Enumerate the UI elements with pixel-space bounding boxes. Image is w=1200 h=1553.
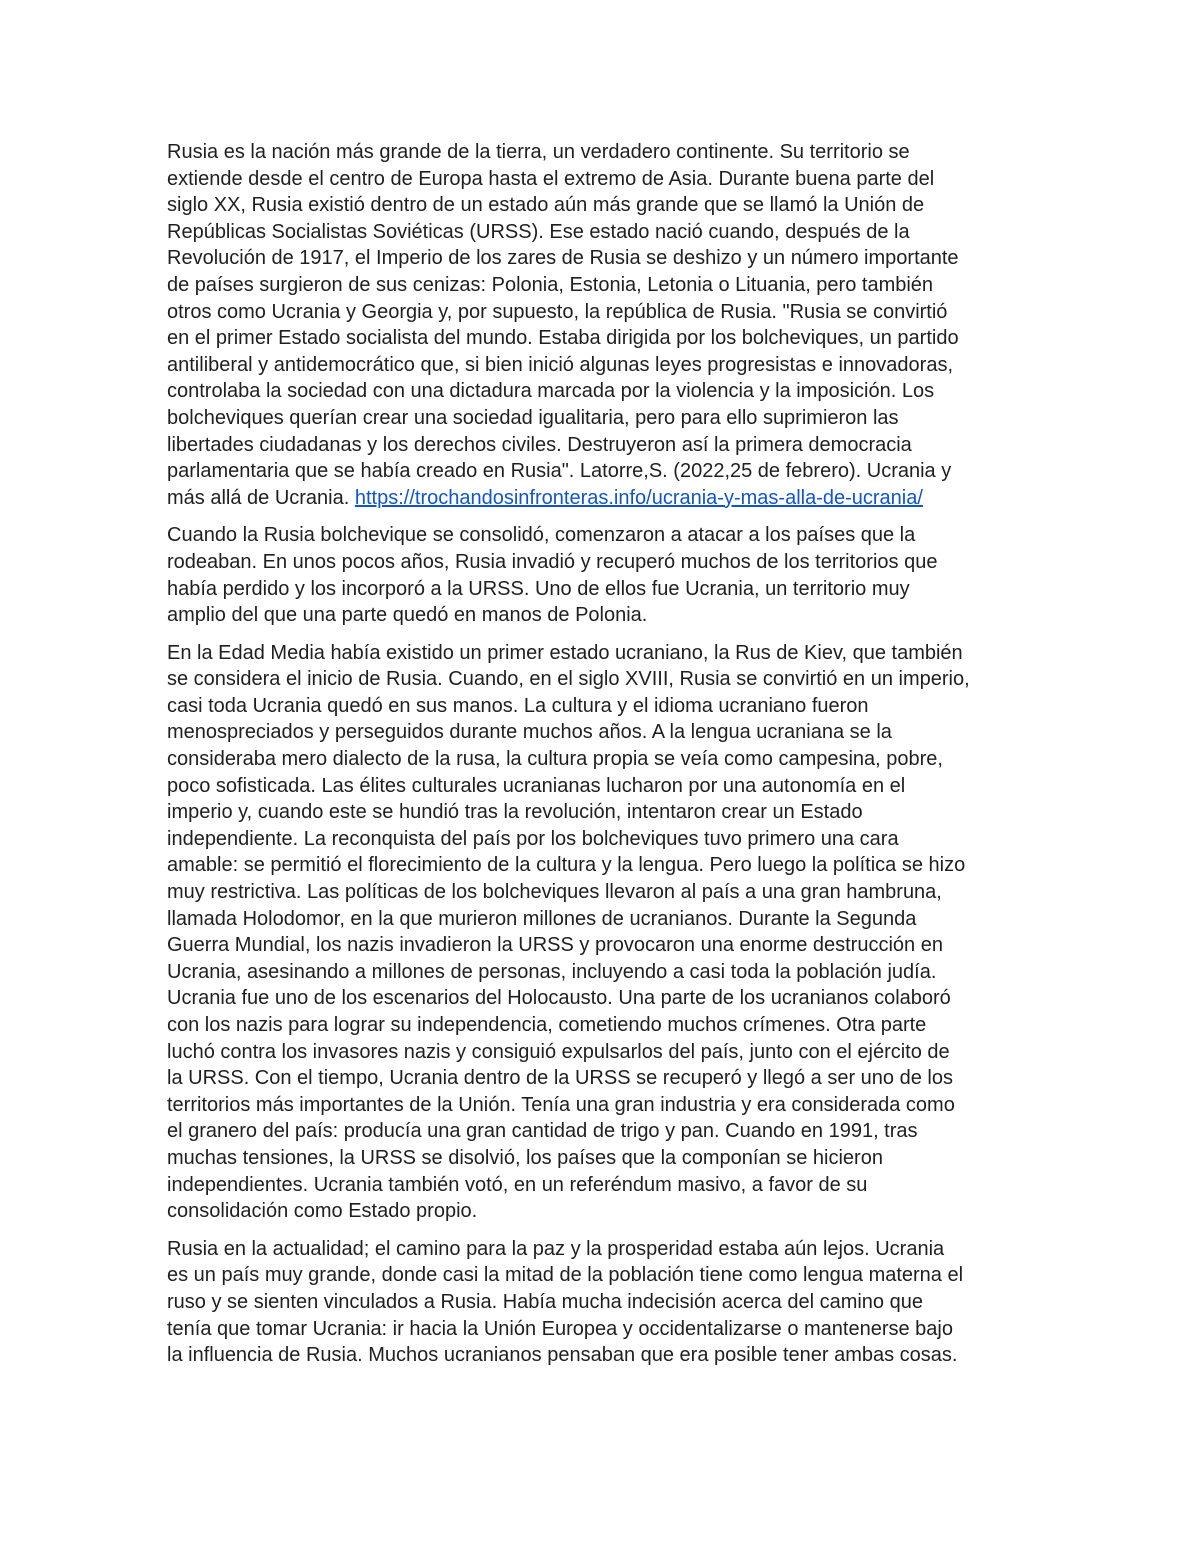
paragraph-1-text: Rusia es la nación más grande de la tierra, un verdadero continente. Su territorio se extiende desde el centro de Europa hasta el extremo de Asia. Durante buena parte del siglo XX, Rusia existió dentro de un estado aún más grande que se llamó la Unión de Repúblicas Socialistas Soviéticas (URSS). Ese estado nació cuando, después de la Revolución de 1917, el Imperio de los zares de Rusia se deshizo y un número importante de países surgieron de sus cenizas: Polonia, Estonia, Letonia o Lituania, pero también otros como Ucrania y Georgia y, por supuesto, la república de Rusia. "Rusia se convirtió en el primer Estado socialista del mundo. Estaba dirigida por los bolcheviques, un partido antiliberal y antidemocrático que, si bien inició algunas leyes progresistas e innovadoras, controlaba la sociedad con una dictadura marcada por la violencia y la imposición. Los bolcheviques querían crear una sociedad igualitaria, pero para ello suprimieron las libertades ciudadanas y los derechos civiles. Destruyeron así la primera democracia parlamentaria que se había creado en Rusia". Latorre,S. (2022,25 de febrero). Ucrania y más allá de Ucrania.	[167, 141, 959, 509]
document-body	[167, 139, 1037, 1380]
source-link[interactable]: https://trochandosinfronteras.info/ucrania-y-mas-alla-de-ucrania/	[354, 486, 923, 509]
paragraph-3: En la Edad Media había existido un primer estado ucraniano, la Rus de Kiev, que también se considera el inicio de Rusia. Cuando, en el siglo XVIII, Rusia se convirtió en un imperio, casi toda Ucrania quedó en sus manos. La cultura y el idioma ucraniano fueron menospreciados y perseguidos durante muchos años. A la lengua ucraniana se la consideraba mero dialecto de la rusa, la cultura propia se veía como campesina, pobre, poco sofisticada. Las élites culturales ucranianas lucharon por una autonomía en el imperio y, cuando este se hundió tras la revolución, intentaron crear un Estado independiente. La reconquista del país por los bolcheviques tuvo primero una cara amable: se permitió el florecimiento de la cultura y la lengua. Pero luego la política se hizo muy restrictiva. Las políticas de los bolcheviques llevaron al país a una gran hambruna, llamada Holodomor, en la que murieron millones de ucranianos. Durante la Segunda Guerra Mundial, los nazis invadieron la URSS y provocaron una enorme destrucción en Ucrania, asesinando a millones de personas, incluyendo a casi toda la población judía. Ucrania fue uno de los escenarios del Holocausto. Una parte de los ucranianos colaboró con los nazis para lograr su independencia, cometiendo muchos crímenes. Otra parte luchó contra los invasores nazis y consiguió expulsarlos del país, junto con el ejército de la URSS. Con el tiempo, Ucrania dentro de la URSS se recuperó y llegó a ser uno de los territorios más importantes de la Unión. Tenía una gran industria y era considerada como el granero del país: producía una gran cantidad de trigo y pan. Cuando en 1991, tras muchas tensiones, la URSS se disolvió, los países que la componían se hicieron independientes. Ucrania también votó, en un referéndum masivo, a favor de su consolidación como Estado propio.	[167, 641, 970, 1223]
paragraph-2: Cuando la Rusia bolchevique se consolidó, comenzaron a atacar a los países que la rodeaban. En unos pocos años, Rusia invadió y recuperó muchos de los territorios que había perdido y los incorporó a la URSS. Uno de ellos fue Ucrania, un territorio muy amplio del que una parte quedó en manos de Polonia.	[167, 524, 938, 627]
paragraph-1	[167, 139, 1037, 511]
paragraph-4: Rusia en la actualidad; el camino para la paz y la prosperidad estaba aún lejos. Ucrania es un país muy grande, donde casi la mitad de la población tiene como lengua materna el ruso y se sienten vinculados a Rusia. Había mucha indecisión acerca del camino que tenía que tomar Ucrania: ir hacia la Unión Europea y occidentalizarse o mantenerse bajo la influencia de Rusia. Muchos ucranianos pensaban que era posible tener ambas cosas.	[167, 1237, 964, 1367]
